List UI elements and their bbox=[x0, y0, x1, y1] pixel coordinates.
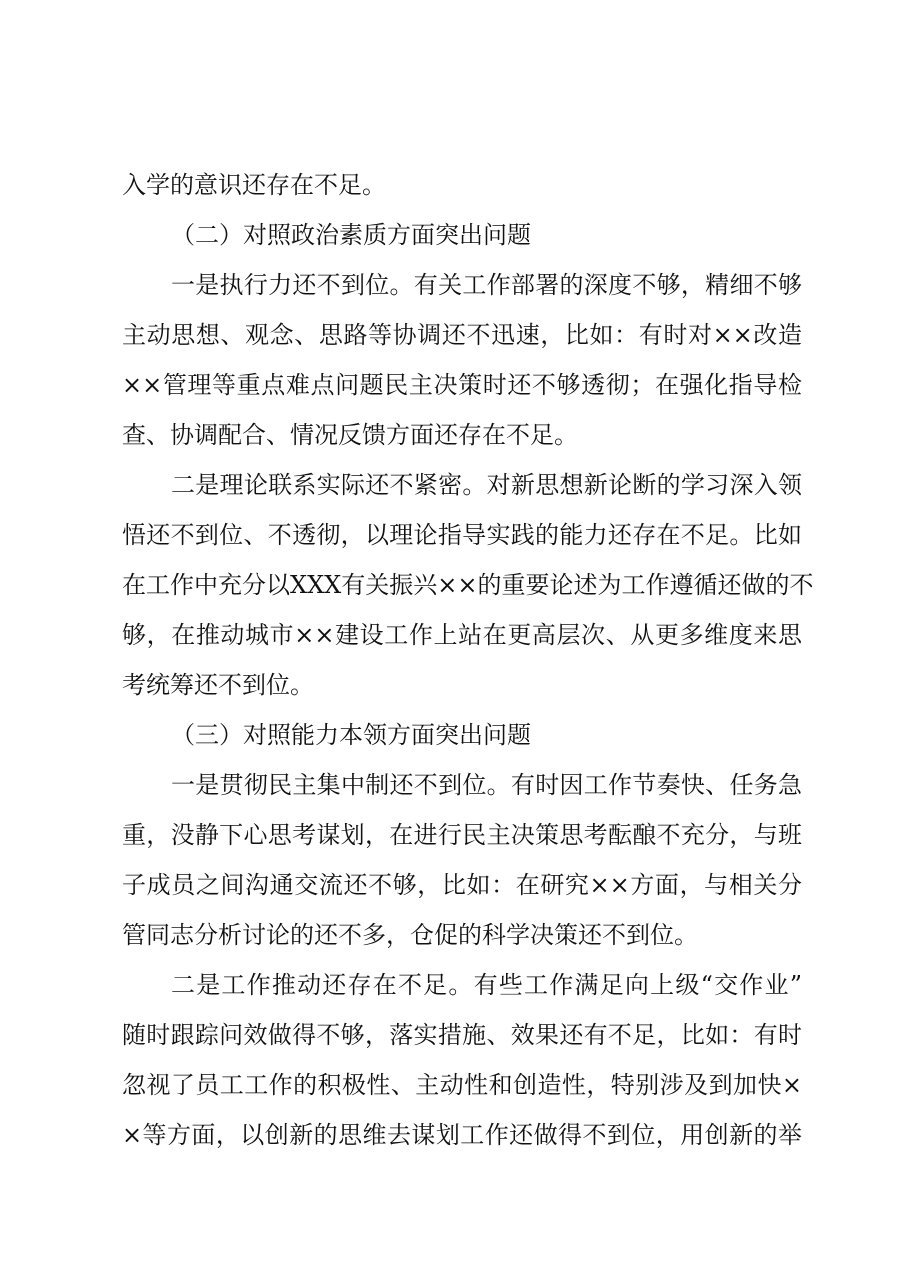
paragraph-line: ×等方面，以创新的思维去谋划工作还做得不到位，用创新的举 bbox=[122, 1121, 802, 1149]
paragraph-line: 入学的意识还存在不足。 bbox=[122, 171, 386, 199]
paragraph-line: 重，没静下心思考谋划，在进行民主决策思考酝酿不充分，与班 bbox=[122, 821, 802, 849]
paragraph-line: 一是贯彻民主集中制还不到位。有时因工作节奏快、任务急 bbox=[171, 771, 802, 799]
section-heading-political-quality: （二）对照政治素质方面突出问题 bbox=[171, 221, 531, 249]
paragraph-line: 管同志分析讨论的还不多，仓促的科学决策还不到位。 bbox=[122, 921, 698, 949]
paragraph-line: 随时跟踪问效做得不够，落实措施、效果还有不足，比如：有时 bbox=[122, 1021, 802, 1049]
paragraph-line: 考统筹还不到位。 bbox=[122, 671, 314, 699]
paragraph-line: 二是工作推动还存在不足。有些工作满足向上级“交作业” bbox=[171, 971, 802, 999]
paragraph-line: 主动思想、观念、思路等协调还不迅速，比如：有时对××改造 bbox=[122, 321, 802, 349]
paragraph-line: 在工作中充分以XXX有关振兴××的重要论述为工作遵循还做的不 bbox=[122, 571, 814, 599]
paragraph-line: 二是理论联系实际还不紧密。对新思想新论断的学习深入领 bbox=[171, 471, 802, 499]
paragraph-line: ××管理等重点难点问题民主决策时还不够透彻；在强化指导检 bbox=[122, 371, 802, 399]
paragraph-line: 悟还不到位、不透彻，以理论指导实践的能力还存在不足。比如 bbox=[122, 521, 802, 549]
section-heading-ability: （三）对照能力本领方面突出问题 bbox=[171, 721, 531, 749]
paragraph-line: 够，在推动城市××建设工作上站在更高层次、从更多维度来思 bbox=[122, 621, 802, 649]
paragraph-line: 查、协调配合、情况反馈方面还存在不足。 bbox=[122, 421, 578, 449]
paragraph-line: 一是执行力还不到位。有关工作部署的深度不够，精细不够 bbox=[171, 271, 802, 299]
paragraph-line: 子成员之间沟通交流还不够，比如：在研究××方面，与相关分 bbox=[122, 871, 802, 899]
paragraph-line: 忽视了员工工作的积极性、主动性和创造性，特别涉及到加快× bbox=[122, 1071, 802, 1099]
